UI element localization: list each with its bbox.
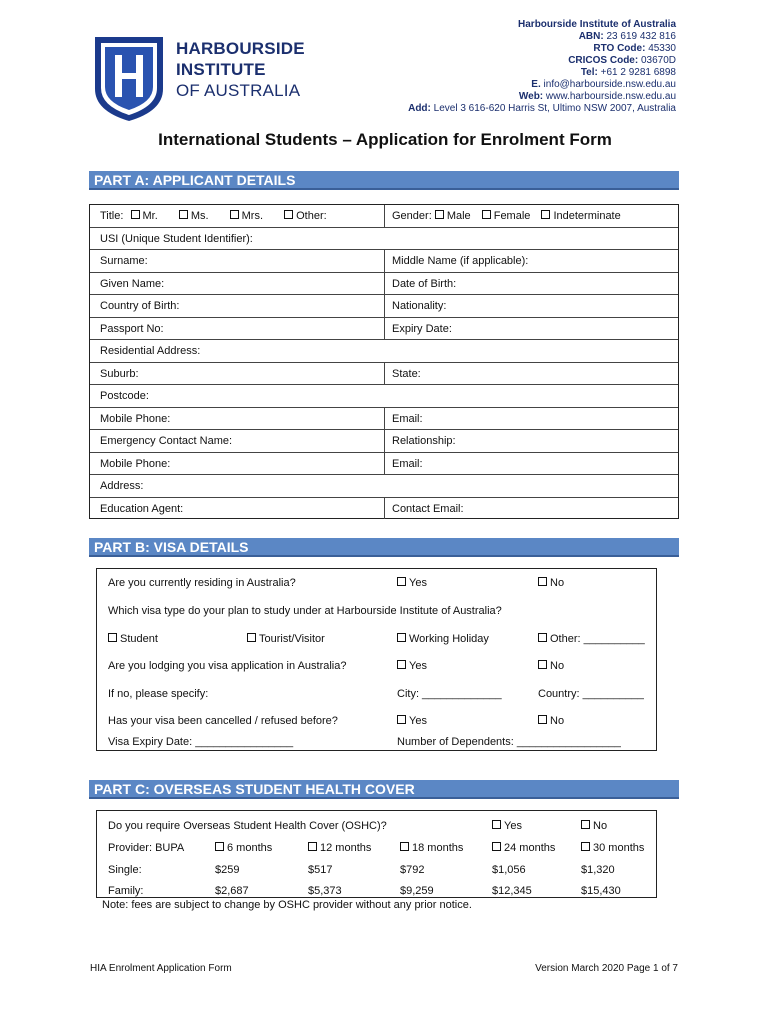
part-b-heading: PART B: VISA DETAILS: [89, 538, 679, 557]
oshc-yes-label: Yes: [504, 820, 522, 832]
abn-label: ABN:: [578, 31, 604, 42]
relationship-field[interactable]: Relationship:: [392, 435, 456, 447]
family-18m-price: $9,259: [400, 885, 434, 897]
oshc-yes-checkbox[interactable]: [492, 820, 501, 829]
rto-value: 45330: [648, 43, 676, 54]
nationality-field[interactable]: Nationality:: [392, 300, 447, 312]
visa-student-label: Student: [120, 633, 158, 645]
gender-female-label: Female: [493, 210, 531, 222]
institute-name: Harbourside Institute of Australia: [518, 19, 676, 30]
single-12m-price: $517: [308, 864, 333, 876]
residing-yes-checkbox[interactable]: [397, 577, 406, 586]
oshc-no-label: No: [593, 820, 608, 832]
emergency-address-field[interactable]: Address:: [100, 480, 144, 492]
contact-block: [408, 19, 676, 115]
visa-other-checkbox[interactable]: [538, 633, 547, 642]
single-18m-price: $792: [400, 864, 425, 876]
footer-form-name: HIA Enrolment Application Form: [90, 963, 232, 974]
residential-address-field[interactable]: Residential Address:: [100, 345, 201, 357]
abn-value: 23 619 432 816: [606, 31, 676, 42]
passport-field[interactable]: Passport No:: [100, 323, 164, 335]
footer-version-page: Version March 2020 Page 1 of 7: [535, 963, 678, 974]
lodging-no-checkbox[interactable]: [538, 660, 547, 669]
gender-male-label: Male: [446, 210, 471, 222]
title-other-checkbox[interactable]: [284, 210, 293, 219]
oshc-note: Note: fees are subject to change by OSHC provider without any prior notice.: [102, 899, 472, 911]
residing-no-label: No: [550, 577, 565, 589]
gender-indeterminate-label: Indeterminate: [553, 210, 621, 222]
gender-field: [392, 210, 621, 222]
family-30m-price: $15,430: [581, 885, 621, 897]
visa-working-holiday-checkbox[interactable]: [397, 633, 406, 642]
lodging-yes-label: Yes: [409, 660, 427, 672]
dob-field[interactable]: Date of Birth:: [392, 278, 457, 290]
oshc-no-checkbox[interactable]: [581, 820, 590, 829]
country-of-birth-field[interactable]: Country of Birth:: [100, 300, 180, 312]
visa-other-label[interactable]: Other: __________: [550, 633, 645, 645]
oshc-12-months-label: 12 months: [320, 842, 372, 854]
logo-line-3: OF AUSTRALIA: [176, 81, 301, 100]
emergency-mobile-field[interactable]: Mobile Phone:: [100, 458, 171, 470]
gender-indeterminate-checkbox[interactable]: [541, 210, 550, 219]
given-name-field[interactable]: Given Name:: [100, 278, 165, 290]
cancelled-yes-label: Yes: [409, 715, 427, 727]
middle-name-field[interactable]: Middle Name (if applicable):: [392, 255, 529, 267]
part-a-table: [89, 204, 679, 519]
oshc-30-months-checkbox[interactable]: [581, 842, 590, 851]
family-24m-price: $12,345: [492, 885, 532, 897]
visa-expiry-field[interactable]: Visa Expiry Date: ________________: [108, 736, 294, 748]
single-24m-price: $1,056: [492, 864, 526, 876]
residing-no-checkbox[interactable]: [538, 577, 547, 586]
cancelled-no-checkbox[interactable]: [538, 715, 547, 724]
oshc-6-months-label: 6 months: [227, 842, 273, 854]
title-field: [100, 210, 327, 222]
email-link[interactable]: info@harbourside.nsw.edu.au: [543, 79, 676, 90]
title-ms-label: Ms.: [190, 210, 209, 222]
oshc-24-months-label: 24 months: [504, 842, 556, 854]
oshc-18-months-checkbox[interactable]: [400, 842, 409, 851]
logo-line-1: HARBOURSIDE: [176, 39, 305, 58]
oshc-question: Do you require Overseas Student Health Cover (OSHC)?: [108, 820, 387, 832]
gender-female-checkbox[interactable]: [482, 210, 491, 219]
part-c-heading: PART C: OVERSEAS STUDENT HEALTH COVER: [89, 780, 679, 799]
rto-label: RTO Code:: [593, 43, 646, 54]
cricos-value: 03670D: [640, 55, 676, 66]
oshc-6-months-checkbox[interactable]: [215, 842, 224, 851]
part-b-box: [96, 568, 657, 751]
cricos-label: CRICOS Code:: [568, 55, 639, 66]
surname-field[interactable]: Surname:: [100, 255, 148, 267]
institute-shield-logo: [93, 35, 165, 123]
mobile-phone-field[interactable]: Mobile Phone:: [100, 413, 171, 425]
visa-working-holiday-label: Working Holiday: [409, 633, 489, 645]
visa-tourist-checkbox[interactable]: [247, 633, 256, 642]
suburb-field[interactable]: Suburb:: [100, 368, 139, 380]
city-field[interactable]: City: _____________: [397, 688, 502, 700]
part-a-heading: PART A: APPLICANT DETAILS: [89, 171, 679, 190]
emergency-contact-field[interactable]: Emergency Contact Name:: [100, 435, 233, 447]
visa-type-question: Which visa type do your plan to study under at Harbourside Institute of Australia?: [108, 605, 502, 617]
address-value: Level 3 616-620 Harris St, Ultimo NSW 2007, Australia: [433, 103, 676, 114]
contact-email-field[interactable]: Contact Email:: [392, 503, 464, 515]
address-label: Add:: [408, 103, 431, 114]
email-field[interactable]: Email:: [392, 413, 423, 425]
title-mr-label: Mr.: [142, 210, 158, 222]
oshc-24-months-checkbox[interactable]: [492, 842, 501, 851]
residing-question: Are you currently residing in Australia?: [108, 577, 296, 589]
form-title: International Students – Application for Enrolment Form: [158, 130, 612, 149]
visa-student-checkbox[interactable]: [108, 633, 117, 642]
gender-label: Gender:: [392, 210, 432, 222]
cancelled-yes-checkbox[interactable]: [397, 715, 406, 724]
lodging-no-label: No: [550, 660, 565, 672]
country-field[interactable]: Country: __________: [538, 688, 644, 700]
single-6m-price: $259: [215, 864, 240, 876]
family-6m-price: $2,687: [215, 885, 249, 897]
web-label: Web:: [518, 91, 544, 102]
visa-tourist-label: Tourist/Visitor: [259, 633, 325, 645]
title-ms-checkbox[interactable]: [179, 210, 188, 219]
tel-value: +61 2 9281 6898: [600, 67, 676, 78]
title-mr-checkbox[interactable]: [131, 210, 140, 219]
single-30m-price: $1,320: [581, 864, 615, 876]
expiry-date-field[interactable]: Expiry Date:: [392, 323, 452, 335]
dependents-field[interactable]: Number of Dependents: _________________: [397, 736, 621, 748]
cancelled-question: Has your visa been cancelled / refused before?: [108, 715, 338, 727]
family-12m-price: $5,373: [308, 885, 342, 897]
family-label: Family:: [108, 885, 144, 897]
emergency-email-field[interactable]: Email:: [392, 458, 423, 470]
logo-line-2: INSTITUTE: [176, 60, 266, 79]
email-label: E.: [531, 79, 541, 90]
lodging-question: Are you lodging you visa application in Australia?: [108, 660, 347, 672]
oshc-30-months-label: 30 months: [593, 842, 645, 854]
specify-label: If no, please specify:: [108, 688, 209, 700]
gender-male-checkbox[interactable]: [435, 210, 444, 219]
lodging-yes-checkbox[interactable]: [397, 660, 406, 669]
tel-label: Tel:: [580, 67, 598, 78]
oshc-12-months-checkbox[interactable]: [308, 842, 317, 851]
title-other-label: Other:: [296, 210, 327, 222]
residing-yes-label: Yes: [409, 577, 427, 589]
title-mrs-label: Mrs.: [241, 210, 264, 222]
provider-label: Provider: BUPA: [108, 842, 185, 854]
education-agent-field[interactable]: Education Agent:: [100, 503, 184, 515]
postcode-field[interactable]: Postcode:: [100, 390, 149, 402]
title-mrs-checkbox[interactable]: [230, 210, 239, 219]
usi-field[interactable]: USI (Unique Student Identifier):: [100, 233, 253, 245]
state-field[interactable]: State:: [392, 368, 421, 380]
web-link[interactable]: www.harbourside.nsw.edu.au: [545, 91, 676, 102]
part-c-box: [96, 810, 657, 898]
single-label: Single:: [108, 864, 142, 876]
title-label: Title:: [100, 210, 124, 222]
cancelled-no-label: No: [550, 715, 565, 727]
oshc-18-months-label: 18 months: [412, 842, 464, 854]
